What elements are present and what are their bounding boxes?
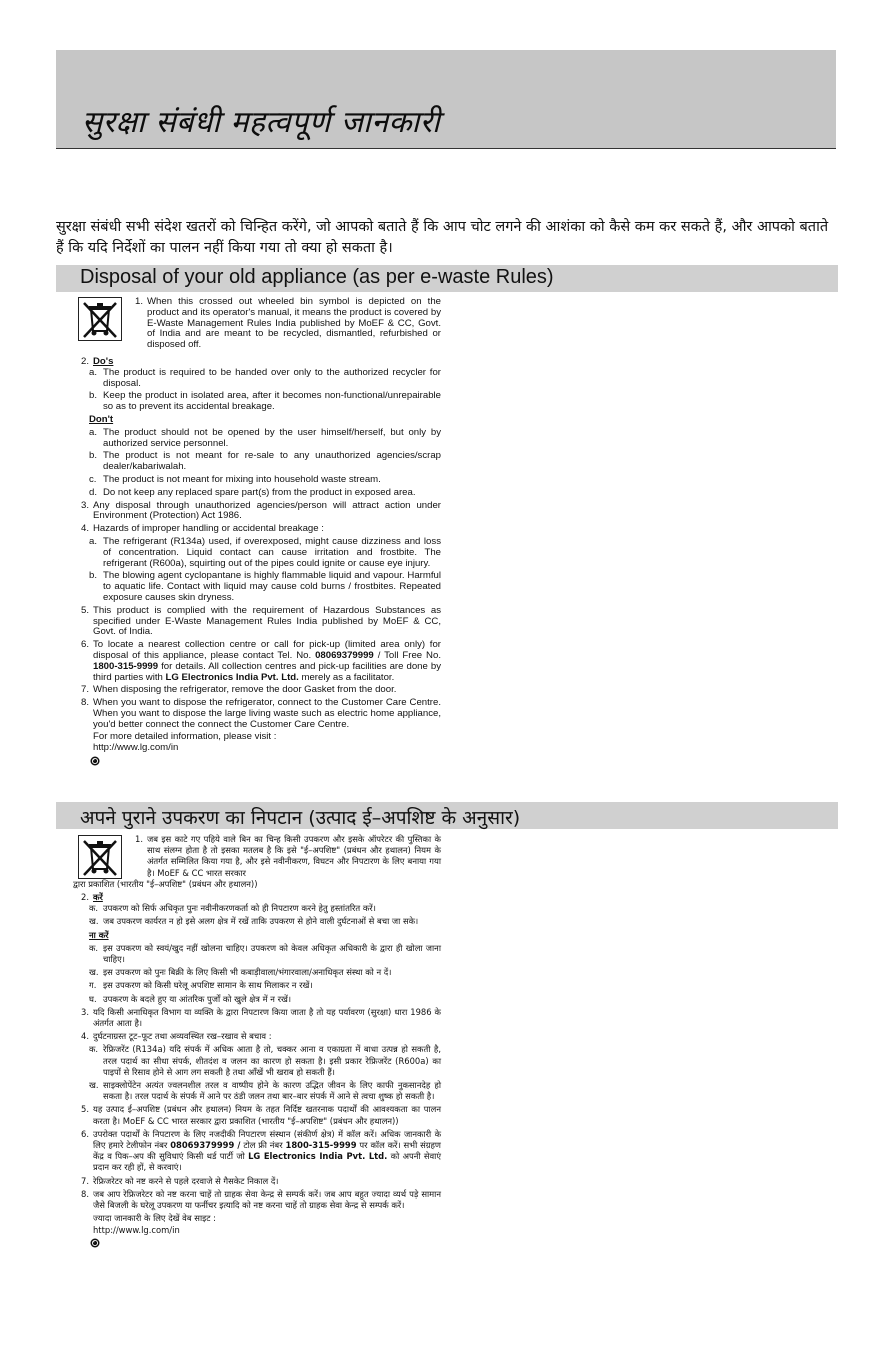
- dont-heading: Don't: [89, 413, 114, 425]
- list-item: क. इस उपकरण को स्वयं/खुद नहीं खोलना चाहिए। उपकरण को केवल अधिकृत अधिकारी के द्वारा ही खोला जाना चाहिए।: [89, 942, 441, 965]
- phone-number: 08069379999 /: [170, 1140, 241, 1151]
- list-item: b. The product is not meant for re-sale to any unauthorized agencies/scrap dealer/kabariwalah.: [89, 450, 441, 473]
- website-link[interactable]: http://www.lg.com/in: [93, 742, 179, 754]
- intro-paragraph: सुरक्षा संबंधी सभी संदेश खतरों को चिन्हित करेंगे, जो आपको बताते हैं कि आप चोट लगने की आशंका को कैसे कम कर सकते हैं, और आपको बताते हैं कि यदि निर्देशों का पालन नहीं किया गया तो क्या हो सकता है।: [56, 219, 829, 256]
- hindi-disposal-list: [73, 834, 441, 1248]
- list-item: ग. इस उपकरण को किसी घरेलू अपशिष्ट सामान के साथ मिलाकर न रखें।: [89, 980, 313, 991]
- toll-free-number: 1800-315-9999: [285, 1140, 357, 1151]
- list-item: 7. When disposing the refrigerator, remove the door Gasket from the door.: [80, 684, 397, 696]
- website-link[interactable]: http://www.lg.com/in: [93, 1224, 180, 1235]
- list-item: b. Keep the product in isolated area, after it becomes non-functional/unrepairable so as to prevent its accidental breakage.: [89, 390, 441, 413]
- more-info-text: For more detailed information, please visit :: [93, 731, 277, 743]
- list-item: क. रेफ्रिजरेंट (R134a) यदि संपर्क में अधिक आता है तो, चक्कर आना व एकाग्रता में बाधा उत्पन्न हो सकती है, तरल पदार्थ का सीधा संपर्क, शीतदंश व जलन का कारण हो सकता है। इसी प्रकार रेफ्रिजरेंट (R600a) का पाइपों से रिसाव होने से आग लग सकती है तथा आँखें भी खराब हो सकती हैं।: [89, 1044, 441, 1077]
- list-item: c. The product is not meant for mixing into household waste stream.: [89, 473, 381, 485]
- english-disposal-list: [73, 297, 441, 766]
- list-item: 7. रेफ्रिजरेटर को नष्ट करने से पहले दरवाजे से गैसकेट निकाल दें।: [81, 1175, 279, 1186]
- page-title: सुरक्षा संबंधी महत्वपूर्ण जानकारी: [82, 105, 441, 140]
- list-item: a. The product should not be opened by the user himself/herself, but only by authorized service personnel.: [89, 426, 441, 449]
- list-item: 3. Any disposal through unauthorized agencies/person will attract action under Environment (Protection) Act 1986.: [80, 499, 441, 522]
- dont-heading: ना करें: [89, 929, 109, 940]
- list-item: क. उपकरण को सिर्फ अधिकृत पुनः नवीनीकरणकर्ता को ही निपटारण करने हेतु हस्तांतरित करें।: [89, 903, 376, 914]
- list-item: 6. To locate a nearest collection centre or call for pick-up (limited area only) for disposal of this appliance, please contact Tel. No. 08069379999 / Toll Free No. 1800-315-9999 for details. All collection centres and pick-up facilities are done by third parties with LG Electronics India Pvt. Ltd. merely as a facilitator.: [80, 639, 441, 683]
- list-item: घ. उपकरण के बदले हुए या आंतरिक पुर्जों को खुले क्षेत्र में न रखें।: [89, 993, 292, 1004]
- list-item: ख. जब उपकरण कार्यरत न हो इसे अलग क्षेत्र में रखें ताकि उपकरण से होने वाली दुर्घटनाओं से बचा जा सके।: [89, 916, 419, 927]
- phone-number: 08069379999: [315, 649, 374, 661]
- list-item-continuation: द्वारा प्रकाशित (भारतीय "ई–अपशिष्ट" (प्रबंधन और हथालन)): [73, 878, 258, 889]
- list-item: a. The product is required to be handed over only to the authorized recycler for disposal.: [89, 366, 441, 389]
- more-info-text: ज्यादा जानकारी के लिए देखें वेब साइट :: [93, 1213, 216, 1224]
- company-name: LG Electronics India Pvt. Ltd.: [165, 671, 299, 683]
- list-item: 5. This product is complied with the requirement of Hazardous Substances as specified under E-Waste Management Rules India published by MoEF & CC, Govt. of India.: [80, 604, 441, 638]
- list-item: d. Do not keep any replaced spare part(s) from the product in exposed area.: [89, 486, 416, 498]
- list-item: 4. दुर्घटनाग्रस्त टूट–फूट तथा अव्यवस्थित रख–रखाव से बचाव :: [81, 1031, 272, 1042]
- toll-free-number: 1800-315-9999: [93, 660, 159, 672]
- lg-logo-icon: [90, 1238, 100, 1248]
- list-item: ख. साइक्लोपेंटेन अत्यंत ज्वलनशील तरल व वाष्पीय होने के कारण उद्भित जीवन के लिए काफी नुकसानदेह हो सकता है। तरल पदार्थ के संपर्क में आने पर ठंडी जलन तथा बार–बार संपर्क में आने से त्वचा शुष्क हो सकती है।: [89, 1080, 441, 1102]
- list-item: 1. जब इस काटे गए पहिये वाले बिन का चिन्ह किसी उपकरण और इसके ऑपरेटर की पुस्तिका के साथ संलग्न होता है तो इसका मतलब है कि इसे "ई–अपशिष्ट" (प्रबंधन और हथालन) नियम के अंतर्गत सम्मिलित किया गया है, और इसे नवीनीकरण, विघटन और निपटारण के लिए बनाया गया है। MoEF & CC भारत सरकार: [135, 834, 441, 878]
- list-item: 8. When you want to dispose the refrigerator, connect to the Customer Care Centre. When you want to dispose the large living waste such as electric home appliance, you'd better connect the connect the Customer Care Centre.: [80, 697, 441, 730]
- list-item: 3. यदि किसी अनाधिकृत विभाग या व्यक्ति के द्वारा निपटारण किया जाता है तो यह पर्यावरण (सुरक्षा) धारा 1986 के अंतर्गत आता है।: [81, 1006, 441, 1029]
- company-name: LG Electronics India Pvt. Ltd.: [248, 1151, 388, 1162]
- hindi-section-heading: अपने पुराने उपकरण का निपटान (उत्पाद ई–अपशिष्ट के अनुसार): [80, 807, 521, 829]
- english-section-heading: Disposal of your old appliance (as per e-waste Rules): [80, 266, 554, 288]
- list-item: 1. When this crossed out wheeled bin symbol is depicted on the product and its operator's manual, it means the product is covered by E-Waste Management Rules India published by MoEF & CC, Govt. of India and are meant to be recycled, dismantled, refurbished or disposed off.: [134, 296, 441, 351]
- list-item: a. The refrigerant (R134a) used, if overexposed, might cause dizziness and loss of concentration. Liquid contact can cause irritation and frostbite. The refrigerant (R600a), squirting out of the pipes could ignite or cause eye injury.: [89, 535, 441, 569]
- lg-logo-icon: [90, 756, 100, 766]
- list-item: 8. जब आप रेफ्रिजरेटर को नष्ट करना चाहें तो ग्राहक सेवा केन्द्र से सम्पर्क करें। जब आप बहुत ज्यादा व्यर्थ पड़े सामान जैसे बिजली के घरेलू उपकरण या फर्नीचर इत्यादि को नष्ट करना चाहें तो ग्राहक सेवा केन्द्र से सम्पर्क करें।: [81, 1188, 441, 1211]
- list-item: ख. इस उपकरण को पुनः बिक्री के लिए किसी भी कबाड़ीवाला/भंगारवाला/अनाधिकृत संस्था को न दें।: [89, 967, 392, 978]
- list-item: 6. उपरोक्त पदार्थों के निपटारण के लिए नजदीकी निपटारण संस्थान (संकीर्ण क्षेत्र) में कॉल करें। अधिक जानकारी के लिए हमारे टेलीफोन नंबर 08069379999 / टोल फ्री नंबर 1800-315-9999 पर कॉल करें। सभी संग्रहण केंद्र व पिक–अप की सुविधाएं किसी थर्ड पार्टी जो LG Electronics India Pvt. Ltd. को अपनी सेवाएं प्रदान कर रही हों, से करवाएं।: [81, 1128, 441, 1173]
- dos-heading: 2. Do's: [80, 355, 114, 367]
- list-item: 5. यह उत्पाद ई–अपशिष्ट (प्रबंधन और हथालन) नियम के तहत निर्दिष्ट खतरनाक पदार्थों की आवश्यकता का पालन करता है। MoEF & CC भारत सरकार द्वारा प्रकाशित (भारतीय "ई–अपशिष्ट" (प्रबंधन और हथालन)): [81, 1104, 441, 1126]
- list-item: b. The blowing agent cyclopantane is highly flammable liquid and vapour. Harmful to aquatic life. Contact with liquid may cause cold burns / frostbites. Repeated exposure causes skin dryness.: [89, 570, 441, 603]
- dos-heading: 2. करें: [81, 892, 103, 903]
- list-item: 4. Hazards of improper handling or accidental breakage :: [80, 523, 324, 535]
